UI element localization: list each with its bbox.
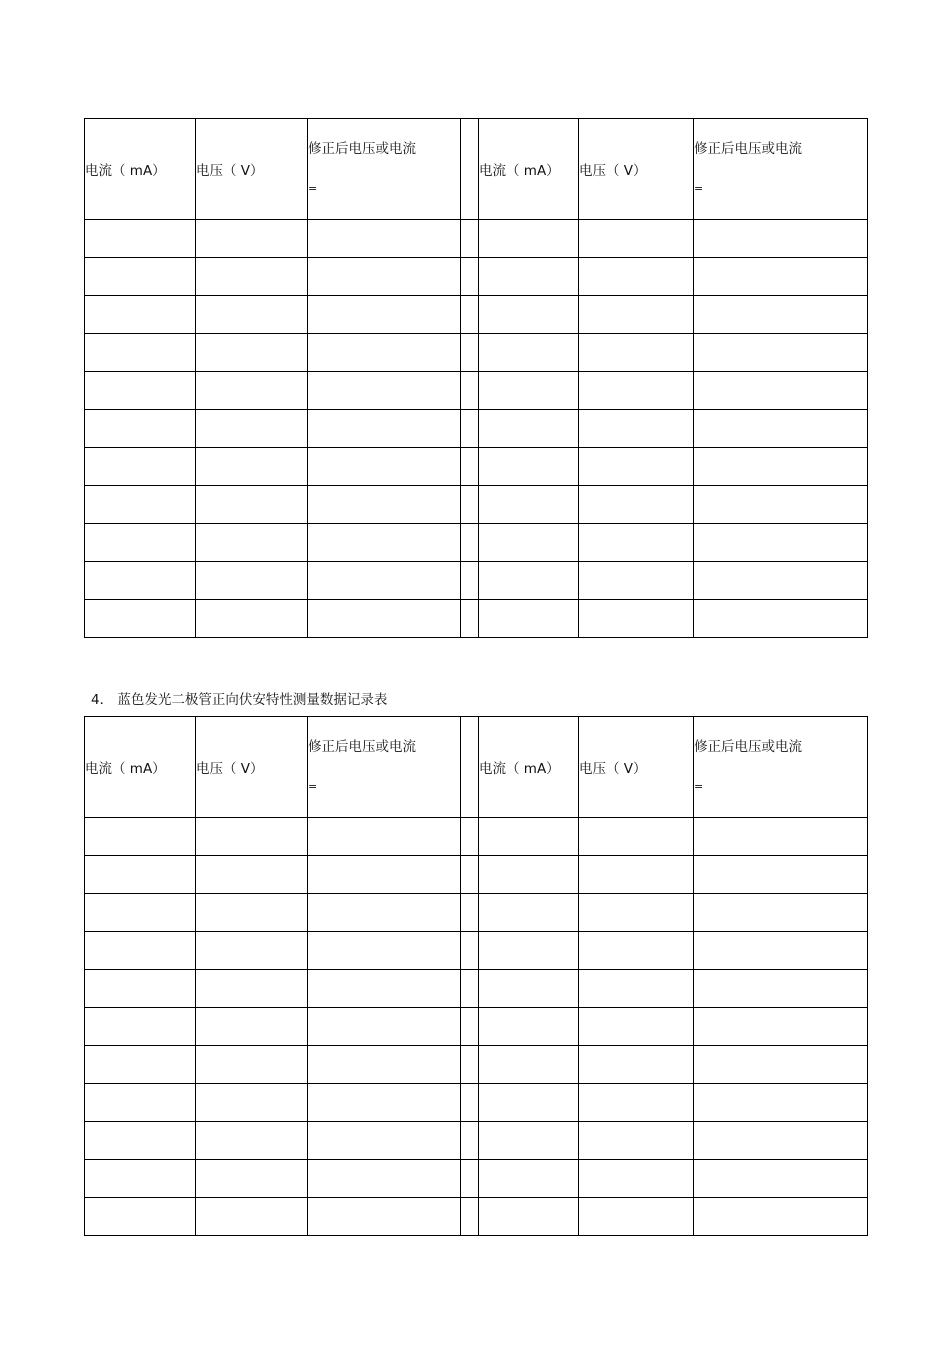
header-corrected <box>308 119 461 220</box>
spacer-cell <box>461 932 479 970</box>
data-cell <box>479 1046 579 1084</box>
data-cell <box>694 600 868 638</box>
data-cell <box>579 296 694 334</box>
table-row <box>85 600 868 638</box>
data-cell <box>579 894 694 932</box>
data-cell <box>85 258 196 296</box>
data-cell <box>694 258 868 296</box>
data-cell <box>308 372 461 410</box>
data-cell <box>479 1084 579 1122</box>
data-cell <box>694 220 868 258</box>
table-body <box>85 220 868 638</box>
data-cell <box>196 562 308 600</box>
table-row <box>85 894 868 932</box>
data-cell <box>85 600 196 638</box>
spacer-cell <box>461 410 479 448</box>
data-cell <box>196 1084 308 1122</box>
table-row <box>85 448 868 486</box>
data-table-2 <box>84 716 868 1236</box>
header-spacer <box>461 717 479 818</box>
data-cell <box>308 1122 461 1160</box>
data-cell <box>85 220 196 258</box>
data-cell <box>85 372 196 410</box>
data-cell <box>694 894 868 932</box>
spacer-cell <box>461 486 479 524</box>
data-cell <box>479 448 579 486</box>
data-cell <box>579 410 694 448</box>
table-row <box>85 1046 868 1084</box>
data-cell <box>479 1008 579 1046</box>
data-cell <box>694 932 868 970</box>
header-current: 电流（ mA） <box>85 717 196 818</box>
data-cell <box>196 524 308 562</box>
data-cell <box>479 258 579 296</box>
data-cell <box>85 334 196 372</box>
spacer-cell <box>461 562 479 600</box>
data-cell <box>308 1084 461 1122</box>
table-header-row <box>85 717 868 818</box>
data-cell <box>308 856 461 894</box>
spacer-cell <box>461 220 479 258</box>
spacer-cell <box>461 1008 479 1046</box>
data-cell <box>196 296 308 334</box>
data-cell <box>308 1198 461 1236</box>
spacer-cell <box>461 856 479 894</box>
data-cell <box>579 970 694 1008</box>
data-cell <box>308 524 461 562</box>
data-cell <box>196 1122 308 1160</box>
data-cell <box>308 1160 461 1198</box>
data-cell <box>308 334 461 372</box>
table-row <box>85 524 868 562</box>
data-cell <box>479 334 579 372</box>
data-cell <box>694 448 868 486</box>
header-corrected-equals: = <box>308 182 318 195</box>
data-cell <box>85 818 196 856</box>
table-body <box>85 818 868 1236</box>
data-cell <box>579 334 694 372</box>
table-row <box>85 1084 868 1122</box>
data-cell <box>196 486 308 524</box>
header-corrected-label: 修正后电压或电流 <box>694 739 802 755</box>
spacer-cell <box>461 818 479 856</box>
data-cell <box>308 818 461 856</box>
table-row <box>85 818 868 856</box>
data-cell <box>196 334 308 372</box>
data-cell <box>694 818 868 856</box>
data-cell <box>85 486 196 524</box>
table-row <box>85 1198 868 1236</box>
data-cell <box>196 372 308 410</box>
spacer-cell <box>461 448 479 486</box>
data-cell <box>308 1046 461 1084</box>
header-voltage: 电压（ V） <box>579 717 694 818</box>
data-cell <box>196 410 308 448</box>
data-cell <box>196 1046 308 1084</box>
header-corrected-label: 修正后电压或电流 <box>694 141 802 157</box>
header-corrected-equals: = <box>694 182 704 195</box>
data-cell <box>479 372 579 410</box>
data-cell <box>196 258 308 296</box>
data-cell <box>694 1122 868 1160</box>
data-cell <box>479 486 579 524</box>
header-corrected-equals: = <box>308 780 318 793</box>
data-cell <box>579 372 694 410</box>
header-corrected <box>308 717 461 818</box>
table-row <box>85 486 868 524</box>
data-cell <box>579 1160 694 1198</box>
table-row <box>85 1160 868 1198</box>
data-cell <box>694 296 868 334</box>
data-cell <box>694 1198 868 1236</box>
header-corrected-equals: = <box>694 780 704 793</box>
data-cell <box>479 296 579 334</box>
data-cell <box>85 1122 196 1160</box>
data-cell <box>579 258 694 296</box>
data-cell <box>85 894 196 932</box>
data-cell <box>308 600 461 638</box>
spacer-cell <box>461 970 479 1008</box>
table-row <box>85 970 868 1008</box>
data-cell <box>479 524 579 562</box>
spacer-cell <box>461 1046 479 1084</box>
data-cell <box>694 856 868 894</box>
data-cell <box>694 1084 868 1122</box>
data-cell <box>308 932 461 970</box>
header-voltage: 电压（ V） <box>196 717 308 818</box>
data-cell <box>694 970 868 1008</box>
data-cell <box>196 220 308 258</box>
table-row <box>85 372 868 410</box>
data-cell <box>85 296 196 334</box>
data-cell <box>479 1122 579 1160</box>
data-cell <box>479 932 579 970</box>
spacer-cell <box>461 296 479 334</box>
data-cell <box>196 932 308 970</box>
table-row <box>85 562 868 600</box>
data-cell <box>308 448 461 486</box>
data-cell <box>85 970 196 1008</box>
header-voltage: 电压（ V） <box>579 119 694 220</box>
header-current: 电流（ mA） <box>479 717 579 818</box>
spacer-cell <box>461 372 479 410</box>
data-cell <box>85 1046 196 1084</box>
data-cell <box>579 1046 694 1084</box>
data-cell <box>694 1008 868 1046</box>
data-cell <box>579 448 694 486</box>
data-cell <box>85 932 196 970</box>
data-cell <box>694 524 868 562</box>
data-cell <box>85 524 196 562</box>
data-cell <box>694 372 868 410</box>
table-row <box>85 258 868 296</box>
header-corrected <box>694 717 868 818</box>
spacer-cell <box>461 1084 479 1122</box>
data-cell <box>479 600 579 638</box>
header-current: 电流（ mA） <box>85 119 196 220</box>
data-cell <box>579 600 694 638</box>
header-voltage: 电压（ V） <box>196 119 308 220</box>
table-caption: 4． 蓝色发光二极管正向伏安特性测量数据记录表 <box>91 692 388 708</box>
data-cell <box>479 818 579 856</box>
table-row <box>85 1008 868 1046</box>
data-cell <box>479 562 579 600</box>
data-cell <box>479 894 579 932</box>
header-current: 电流（ mA） <box>479 119 579 220</box>
data-cell <box>85 856 196 894</box>
data-cell <box>579 524 694 562</box>
table-row <box>85 410 868 448</box>
data-cell <box>694 1046 868 1084</box>
data-cell <box>196 600 308 638</box>
data-cell <box>579 220 694 258</box>
header-corrected <box>694 119 868 220</box>
table-row <box>85 1122 868 1160</box>
data-cell <box>85 1160 196 1198</box>
data-cell <box>694 486 868 524</box>
data-cell <box>308 410 461 448</box>
data-cell <box>85 410 196 448</box>
data-cell <box>479 970 579 1008</box>
data-cell <box>579 1084 694 1122</box>
table-row <box>85 296 868 334</box>
data-cell <box>579 856 694 894</box>
header-corrected-label: 修正后电压或电流 <box>308 739 416 755</box>
data-cell <box>308 258 461 296</box>
data-cell <box>579 562 694 600</box>
data-cell <box>196 1008 308 1046</box>
data-cell <box>579 818 694 856</box>
data-cell <box>308 562 461 600</box>
data-cell <box>85 1008 196 1046</box>
data-cell <box>479 1198 579 1236</box>
data-cell <box>308 894 461 932</box>
data-cell <box>196 856 308 894</box>
spacer-cell <box>461 600 479 638</box>
data-cell <box>694 410 868 448</box>
data-cell <box>196 970 308 1008</box>
data-cell <box>579 932 694 970</box>
table-row <box>85 220 868 258</box>
data-cell <box>308 220 461 258</box>
data-cell <box>479 220 579 258</box>
data-cell <box>479 1160 579 1198</box>
data-table-1 <box>84 118 868 638</box>
data-cell <box>579 486 694 524</box>
data-cell <box>479 410 579 448</box>
data-cell <box>85 562 196 600</box>
data-cell <box>694 334 868 372</box>
data-cell <box>196 818 308 856</box>
table-row <box>85 932 868 970</box>
data-cell <box>308 296 461 334</box>
data-cell <box>308 1008 461 1046</box>
data-cell <box>196 894 308 932</box>
data-cell <box>85 1198 196 1236</box>
table-row <box>85 334 868 372</box>
data-cell <box>308 970 461 1008</box>
data-cell <box>85 1084 196 1122</box>
data-cell <box>694 1160 868 1198</box>
table-row <box>85 856 868 894</box>
data-cell <box>196 448 308 486</box>
data-cell <box>579 1122 694 1160</box>
data-cell <box>308 486 461 524</box>
header-corrected-label: 修正后电压或电流 <box>308 141 416 157</box>
spacer-cell <box>461 1198 479 1236</box>
table-header-row <box>85 119 868 220</box>
data-cell <box>579 1198 694 1236</box>
spacer-cell <box>461 894 479 932</box>
spacer-cell <box>461 1122 479 1160</box>
data-cell <box>85 448 196 486</box>
spacer-cell <box>461 258 479 296</box>
spacer-cell <box>461 334 479 372</box>
spacer-cell <box>461 524 479 562</box>
data-cell <box>196 1198 308 1236</box>
header-spacer <box>461 119 479 220</box>
data-cell <box>196 1160 308 1198</box>
data-cell <box>479 856 579 894</box>
data-cell <box>579 1008 694 1046</box>
spacer-cell <box>461 1160 479 1198</box>
data-cell <box>694 562 868 600</box>
